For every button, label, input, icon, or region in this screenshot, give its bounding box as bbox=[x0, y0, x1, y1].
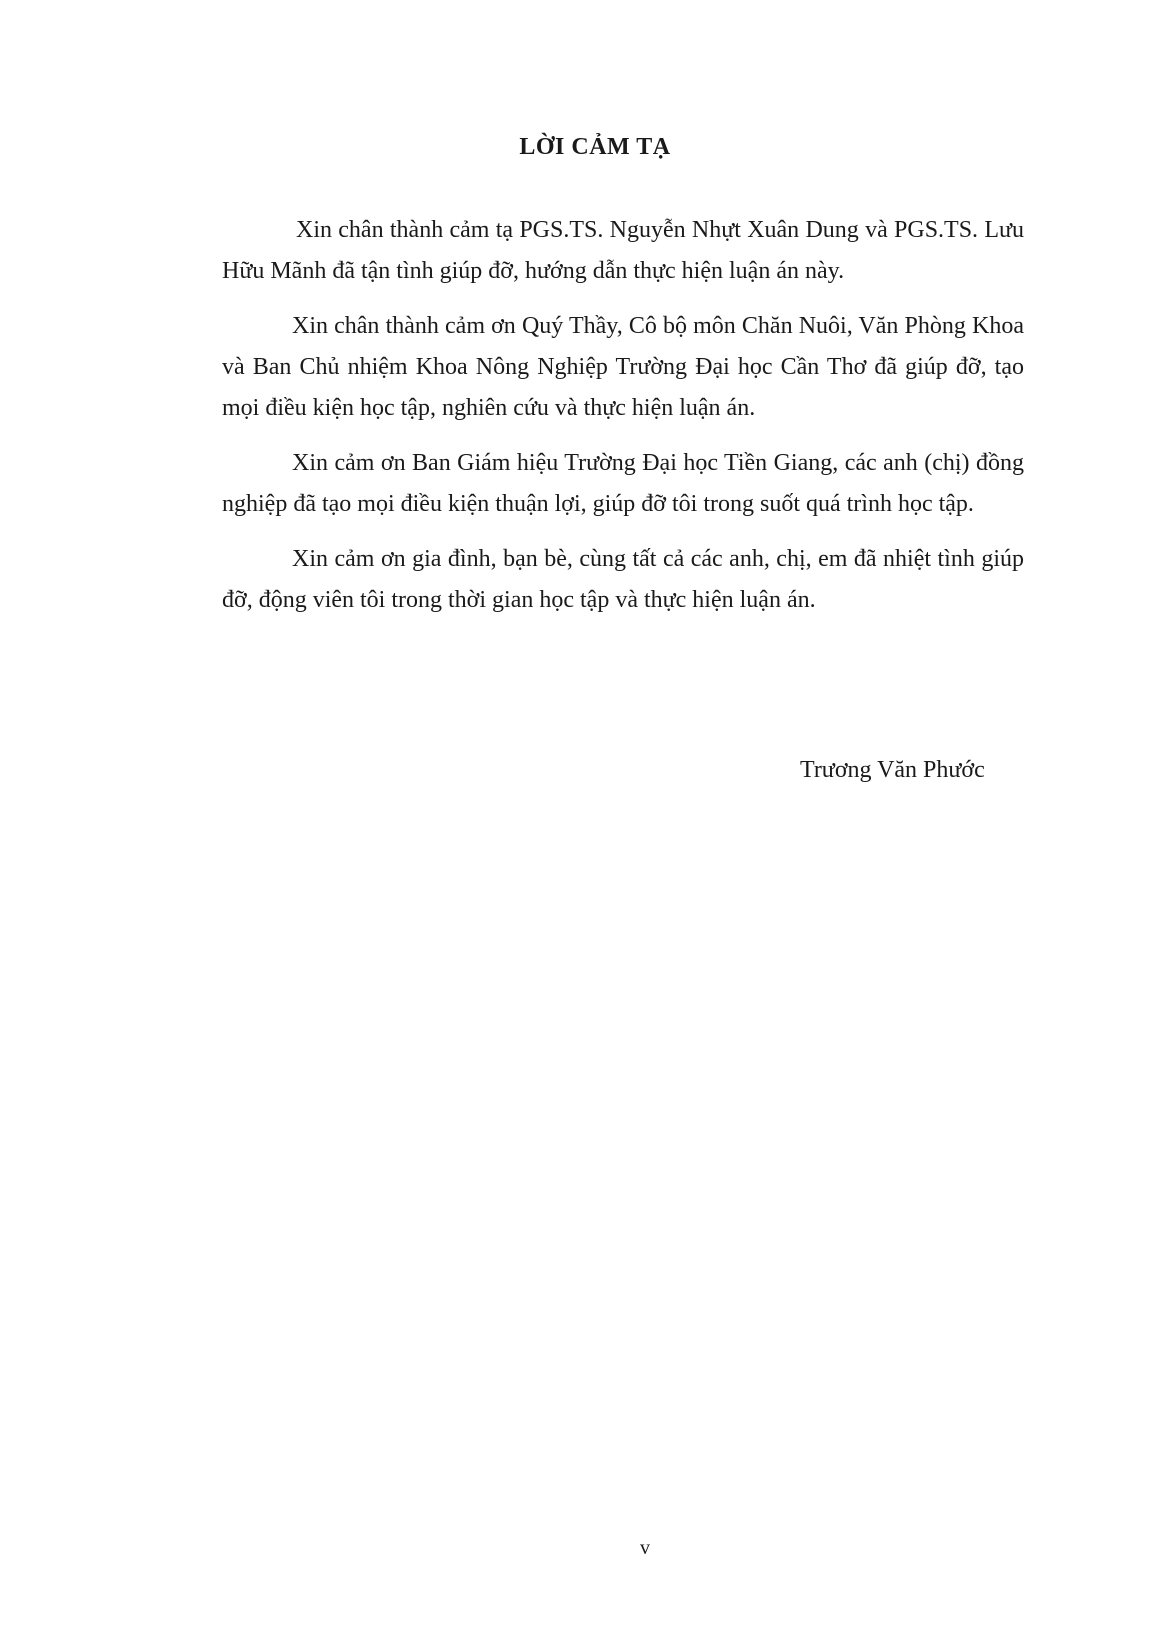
author-signature: Trương Văn Phước bbox=[800, 757, 985, 783]
page-title: LỜI CẢM TẠ bbox=[519, 134, 671, 160]
acknowledgement-body bbox=[222, 210, 1024, 635]
paragraph-thanks-faculty: Xin chân thành cảm ơn Quý Thầy, Cô bộ môn Chăn Nuôi, Văn Phòng Khoa và Ban Chủ nhiệm Khoa Nông Nghiệp Trường Đại học Cần Thơ đã giúp đỡ, tạo mọi điều kiện học tập, nghiên cứu và thực hiện luận án. bbox=[222, 313, 1024, 421]
paragraph-thanks-family: Xin cảm ơn gia đình, bạn bè, cùng tất cả các anh, chị, em đã nhiệt tình giúp đỡ, động viên tôi trong thời gian học tập và thực hiện luận án. bbox=[222, 546, 1024, 613]
paragraph-thanks-supervisors: Xin chân thành cảm tạ PGS.TS. Nguyễn Nhựt Xuân Dung và PGS.TS. Lưu Hữu Mãnh đã tận tình giúp đỡ, hướng dẫn thực hiện luận án này. bbox=[222, 217, 1024, 284]
page-number: v bbox=[640, 1537, 650, 1559]
paragraph-thanks-university: Xin cảm ơn Ban Giám hiệu Trường Đại học Tiền Giang, các anh (chị) đồng nghiệp đã tạo mọi điều kiện thuận lợi, giúp đỡ tôi trong suốt quá trình học tập. bbox=[222, 450, 1024, 517]
